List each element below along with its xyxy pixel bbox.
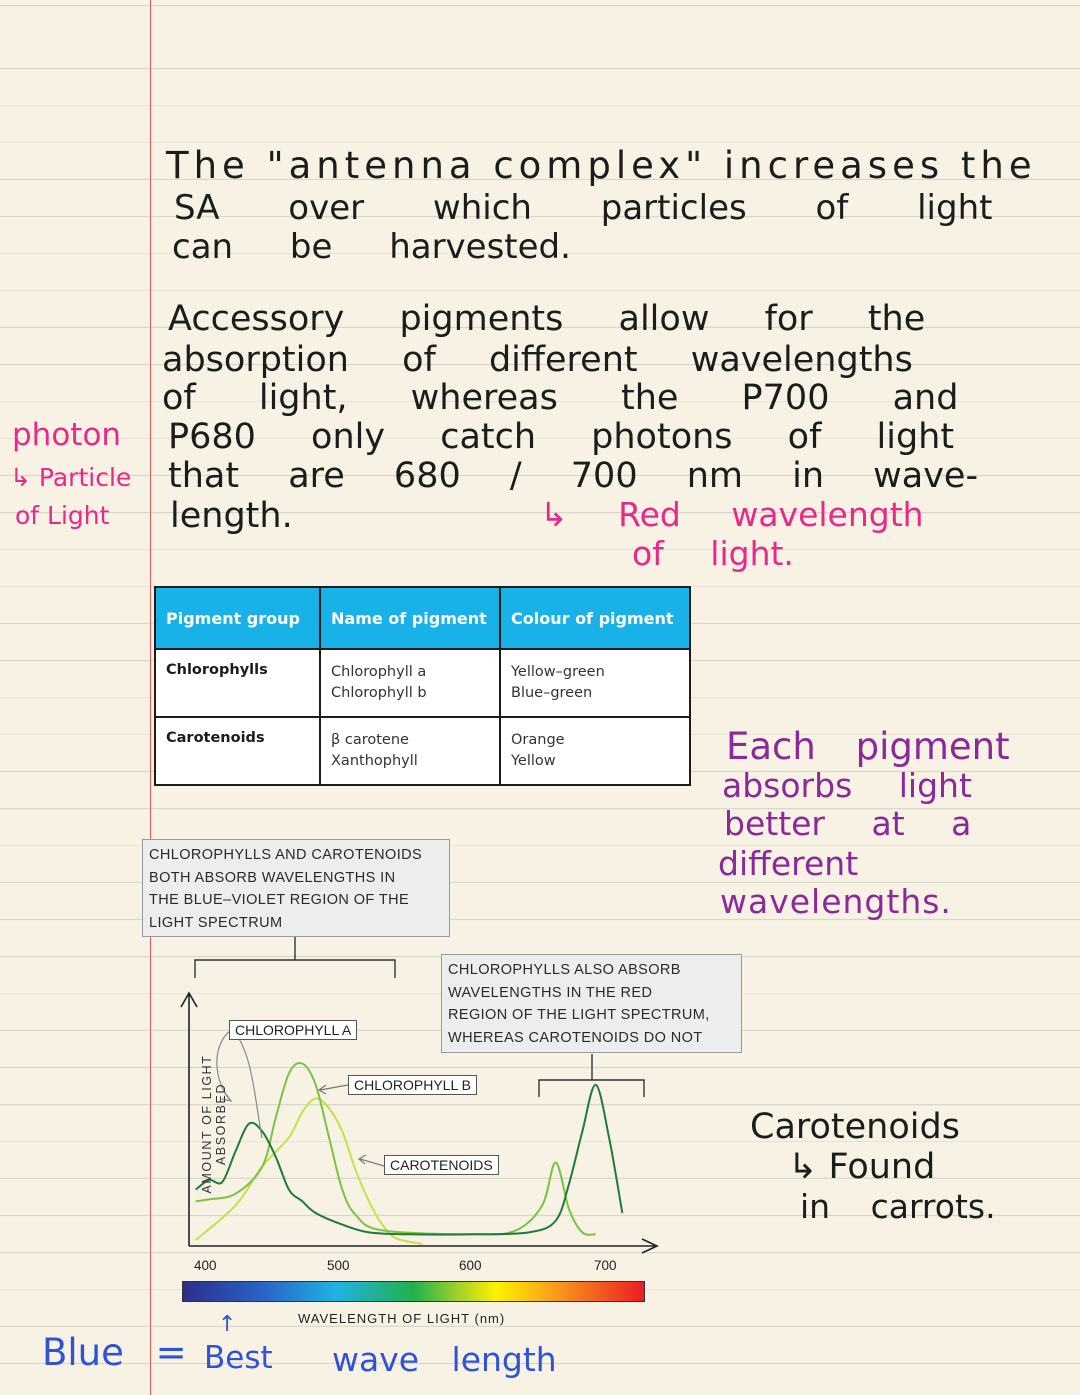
callout-line: THE BLUE–VIOLET REGION OF THE	[149, 892, 410, 908]
callout-line: CHLOROPHYLLS AND CAROTENOIDS	[149, 847, 423, 863]
callout-line: LIGHT SPECTRUM	[149, 914, 283, 931]
series-label-chlorophyll-a: CHLOROPHYLL A	[229, 1020, 357, 1040]
light-spectrum-bar	[182, 1281, 645, 1302]
carotenoids-leader	[359, 1155, 384, 1166]
pigment-note-line5: wavelengths.	[720, 882, 952, 921]
table-header-pigment-group: Pigment group	[155, 587, 320, 649]
x-tick-label: 600	[459, 1258, 482, 1273]
pigment-note-line1: Each pigment	[726, 725, 1010, 768]
pigment-note-line2: absorbs light	[722, 766, 972, 805]
x-axis	[189, 1239, 657, 1253]
pigment-note-line4: different	[718, 844, 859, 883]
x-tick-label: 500	[327, 1258, 350, 1273]
callout-line: WAVELENGTHS IN THE RED	[448, 984, 653, 1001]
paragraph1-line2: SA over which particles of light	[174, 188, 993, 228]
bottom-note-arrow-icon: ↑	[218, 1312, 237, 1337]
red-note-line2: of light.	[632, 534, 794, 573]
bottom-note-blue: Blue =	[42, 1331, 187, 1374]
chlorophyll-a-leader-2	[233, 1031, 262, 1138]
pigment-colour: Yellow–green	[511, 664, 605, 680]
paragraph2-line5: that are 680 / 700 nm in wave-	[168, 456, 979, 496]
pigment-note-line3: better at a	[724, 804, 972, 843]
table-cell-group: Chlorophylls	[155, 649, 320, 717]
carotenoid-note-line1: Carotenoids	[750, 1107, 960, 1147]
paragraph2-line4: P680 only catch photons of light	[168, 417, 955, 457]
pigment-colour: Orange	[511, 732, 565, 748]
pigment-name: Xanthophyll	[331, 753, 418, 769]
bottom-note-wavelength: wave length	[332, 1340, 557, 1379]
series-label-chlorophyll-b: CHLOROPHYLL B	[348, 1075, 477, 1095]
pigment-name: β carotene	[331, 732, 409, 748]
margin-note-particle: ↳ Particle	[10, 463, 132, 492]
x-tick-label: 700	[594, 1258, 617, 1273]
bracket-blue-violet	[195, 937, 395, 978]
callout-line: BOTH ABSORB WAVELENGTHS IN	[149, 869, 396, 886]
bottom-note-best: Best	[204, 1340, 273, 1376]
x-tick-label: 400	[194, 1258, 217, 1273]
margin-note-photon: photon	[12, 417, 122, 453]
paragraph2-line1: Accessory pigments allow for the	[168, 299, 926, 339]
paragraph2-line3: of light, whereas the P700 and	[162, 378, 959, 418]
paragraph2-line2: absorption of different wavelengths	[162, 340, 913, 380]
chlorophyll-b-leader	[319, 1085, 348, 1094]
callout-line: WHEREAS CAROTENOIDS DO NOT	[448, 1029, 703, 1046]
y-axis	[181, 993, 197, 1246]
paragraph2-line6: length.	[170, 496, 293, 536]
x-axis-label: WAVELENGTH OF LIGHT (nm)	[298, 1311, 506, 1326]
callout-line: REGION OF THE LIGHT SPECTRUM,	[448, 1007, 710, 1023]
table-cell-group: Carotenoids	[155, 717, 320, 785]
paragraph1-line3: can be harvested.	[172, 227, 571, 267]
red-note-line1: ↳ Red wavelength	[540, 495, 924, 534]
y-axis-label: AMOUNT OF LIGHT ABSORBED	[200, 1054, 228, 1194]
table-header-name-of-pigment: Name of pigment	[320, 587, 500, 649]
pigment-colour: Blue–green	[511, 685, 593, 701]
carotenoid-note-line2: ↳ Found	[788, 1147, 936, 1187]
carotenoid-note-line3: in carrots.	[800, 1187, 996, 1226]
callout-line: CHLOROPHYLLS ALSO ABSORB	[448, 962, 681, 978]
pigment-name: Chlorophyll a	[331, 664, 427, 680]
pigment-colour: Yellow	[511, 753, 556, 769]
paragraph1-line1: The "antenna complex" increases the	[166, 144, 1037, 187]
margin-note-of-light: of Light	[15, 501, 110, 530]
series-label-carotenoids: CAROTENOIDS	[384, 1155, 499, 1175]
pigment-name: Chlorophyll b	[331, 685, 427, 701]
table-header-colour-of-pigment: Colour of pigment	[500, 587, 690, 649]
